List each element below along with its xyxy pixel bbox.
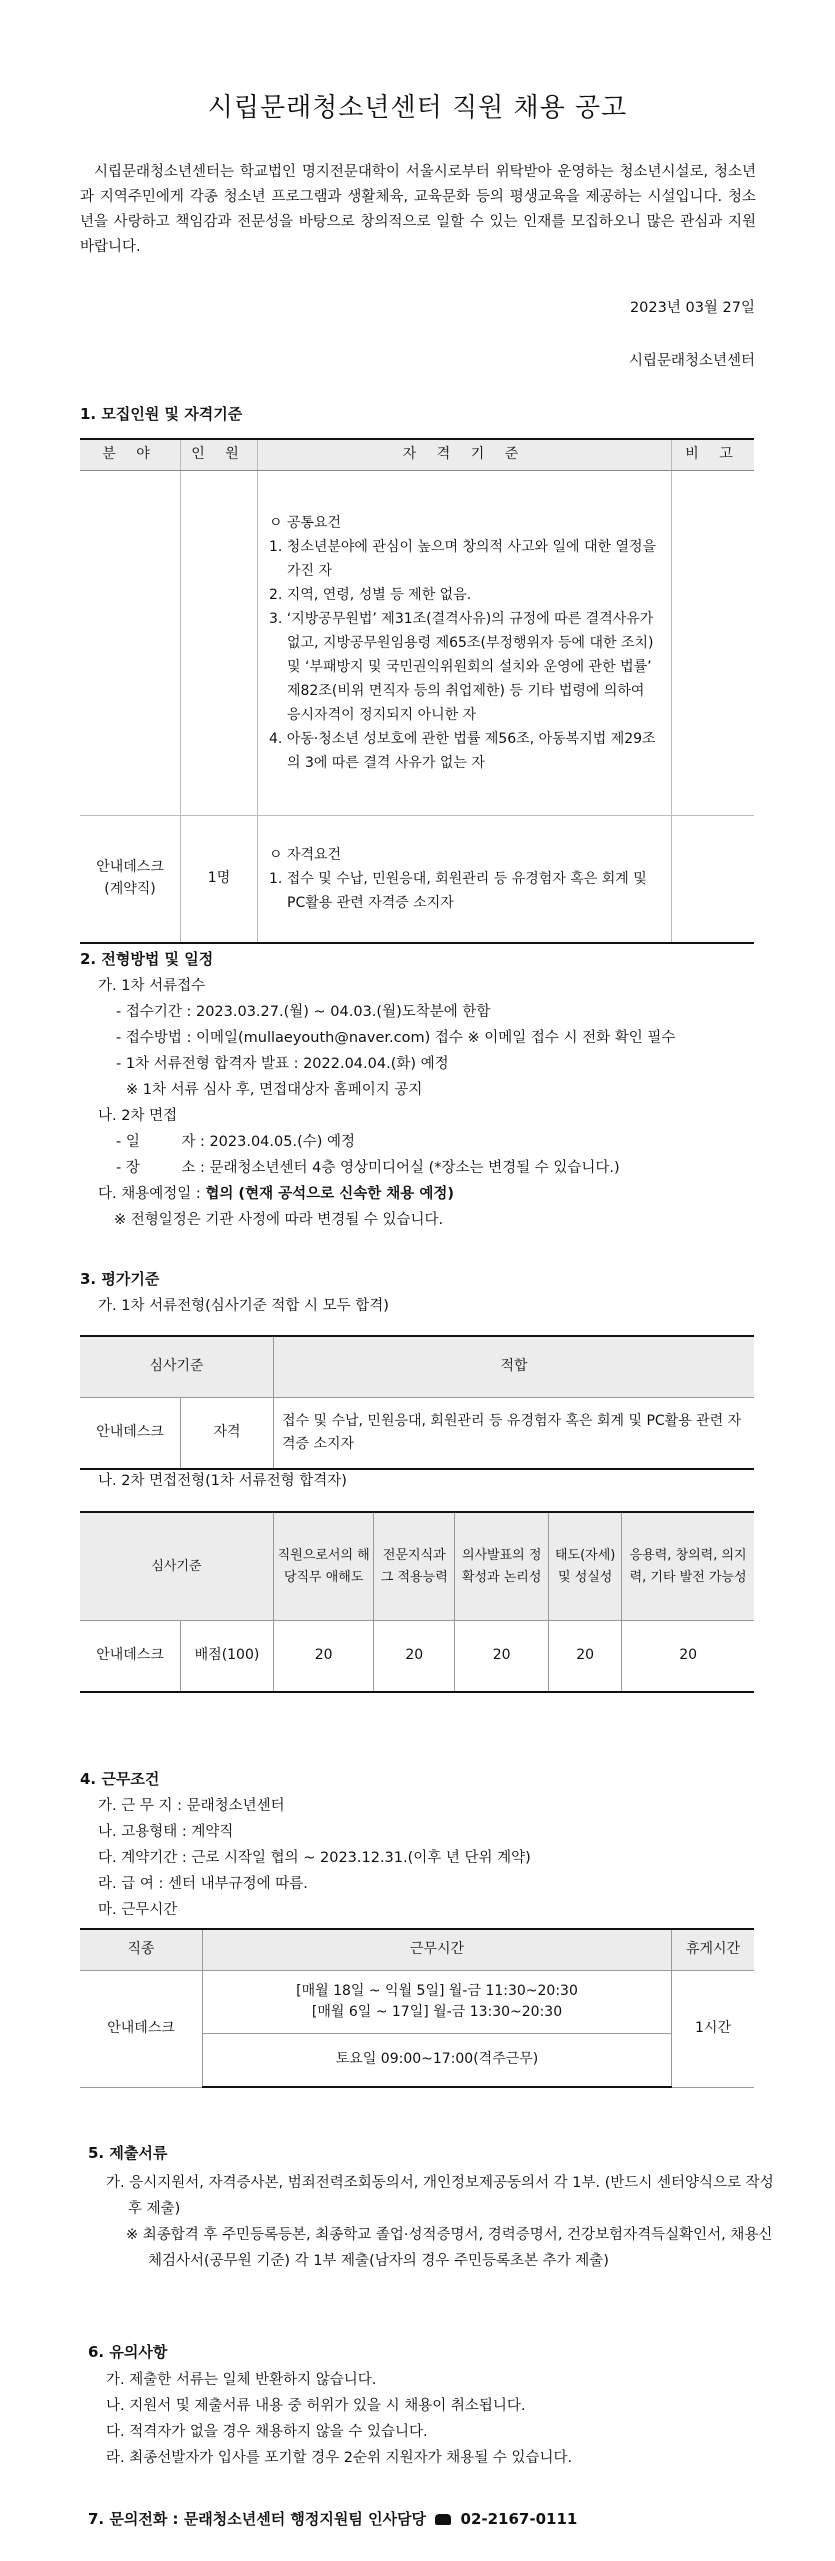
interview-table [80, 1511, 754, 1693]
table-header-row [80, 439, 754, 471]
list-item: 1. 접수 및 수납, 민원응대, 회원관리 등 유경험자 혹은 회계 및 PC활용 관련 자격증 소지자 [269, 871, 647, 911]
list-item: 나. 고용형태 : 계약직 [98, 1824, 234, 1840]
phone-number: 02-2167-0111 [460, 2510, 578, 2528]
list-item: 마. 근무시간 [98, 1902, 178, 1918]
list-item: - 장 소 : 문래청소년센터 4층 영상미디어실 (*장소는 변경될 수 있습니다.) [116, 1160, 620, 1176]
list-item: 가. 근 무 지 : 문래청소년센터 [98, 1798, 285, 1814]
list-item: 4. 아동·청소년 성보호에 관한 법률 제56조, 아동복지법 제29조의 3에 따른 결격 사유가 없는 자 [269, 731, 656, 771]
list-item: ㅇ 자격요건 [269, 847, 342, 863]
section-2-heading: 2. 전형방법 및 일정 [80, 950, 214, 968]
table-row [80, 816, 754, 944]
table-header: 전문지식과 그 적용능력 [374, 1512, 455, 1621]
table-header: 직종 [80, 1929, 203, 1971]
table-header: 심사기준 [80, 1512, 274, 1621]
list-item: ※ 1차 서류 심사 후, 면접대상자 홈페이지 공지 [126, 1082, 423, 1098]
list-item: 나. 2차 면접전형(1차 서류전형 합격자) [98, 1473, 347, 1489]
page-title: 시립문래청소년센터 직원 채용 공고 [207, 93, 628, 123]
list-item: 가. 제출한 서류는 일체 반환하지 않습니다. [106, 2372, 377, 2388]
list-item: 다. 채용예정일 : 협의 (현재 공석으로 신속한 채용 예정) [98, 1186, 454, 1202]
table-header: 의사발표의 정확성과 논리성 [455, 1512, 549, 1621]
section-1-heading: 1. 모집인원 및 자격기준 [80, 405, 243, 423]
list-item: 1. 청소년분야에 관심이 높으며 창의적 사고와 일에 대한 열정을 가진 자 [269, 539, 657, 579]
list-item: - 접수기간 : 2023.03.27.(월) ~ 04.03.(월)도착분에 한함 [116, 1004, 491, 1020]
table-header: 응용력, 창의력, 의지력, 기타 발전 가능성 [622, 1512, 754, 1621]
list-item: 가. 1차 서류전형(심사기준 적합 시 모두 합격) [98, 1298, 389, 1314]
document-screening-table [80, 1335, 754, 1470]
list-item: 가. 응시지원서, 자격증사본, 범죄전력조회동의서, 개인정보제공동의서 각 1부. (반드시 센터양식으로 작성 후 제출) [106, 2175, 774, 2217]
list-item: ㅇ 공통요건 [269, 515, 342, 531]
field-name: 안내데스크 [96, 859, 164, 876]
list-item: 3. ‘지방공무원법’ 제31조(결격사유)의 규정에 따른 결격사유가 없고, 지방공무원임용령 제65조(부정행위자 등에 대한 조치) 및 ‘부패방지 및 국민권익위원회의 설치와 운영에 관한 법률’ 제82조(비위 면직자 등의 취업제한) 등 기타 법령에 의하여 응시자격이 정지되지 아니한 자 [269, 611, 654, 723]
list-item: - 1차 서류전형 합격자 발표 : 2022.04.04.(화) 예정 [116, 1056, 449, 1072]
table-row: 안내데스크 배점(100) 20 20 20 20 20 [80, 1621, 754, 1693]
table-row [80, 471, 754, 816]
qualification-requirements [259, 833, 670, 925]
col-criteria: 자 격 기 준 [258, 439, 672, 471]
table-header: 휴게시간 [672, 1929, 755, 1971]
list-item: 나. 2차 면접 [98, 1108, 178, 1124]
table-row: 토요일 09:00~17:00(격주근무) [80, 2034, 754, 2088]
table-header: 태도(자세) 및 성실성 [549, 1512, 622, 1621]
list-item: 다. 적격자가 없을 경우 채용하지 않을 수 있습니다. [106, 2424, 428, 2440]
section-6-heading: 6. 유의사항 [88, 2343, 168, 2361]
recruitment-table [80, 438, 754, 944]
table-header: 심사기준 [80, 1336, 274, 1398]
hire-date-note: 협의 (현재 공석으로 신속한 채용 예정) [205, 1186, 454, 1202]
headcount: 1명 [181, 816, 258, 944]
work-hours-table [80, 1928, 754, 2088]
section-3-heading: 3. 평가기준 [80, 1270, 160, 1288]
list-item: 라. 급 여 : 센터 내부규정에 따름. [98, 1876, 308, 1892]
col-field: 분 야 [80, 439, 181, 471]
section-5-heading: 5. 제출서류 [88, 2144, 168, 2162]
list-item: 2. 지역, 연령, 성별 등 제한 없음. [269, 587, 472, 603]
col-count: 인 원 [181, 439, 258, 471]
phone-icon [435, 2514, 451, 2525]
table-header: 직원으로서의 해당직무 애해도 [274, 1512, 374, 1621]
list-item: 가. 1차 서류접수 [98, 978, 206, 994]
intro-paragraph: 시립문래청소년센터는 학교법인 명지전문대학이 서울시로부터 위탁받아 운영하는 청소년시설로, 청소년과 지역주민에게 각종 청소년 프로그램과 생활체육, 교육문화 등의 평생교육을 제공하는 시설입니다. 청소년을 사랑하고 책임감과 전문성을 바탕으로 창의적으로 일할 수 있는 인재를 모집하오니 많은 관심과 지원바랍니다. [80, 164, 756, 255]
table-header: 적합 [274, 1336, 755, 1398]
list-item: - 접수방법 : 이메일(mullaeyouth@naver.com) 접수 ※ 이메일 접수 시 전화 확인 필수 [116, 1030, 676, 1046]
list-item: 다. 계약기간 : 근로 시작일 협의 ~ 2023.12.31.(이후 년 단위 계약) [98, 1850, 531, 1866]
list-item: 나. 지원서 및 제출서류 내용 중 허위가 있을 시 채용이 취소됩니다. [106, 2398, 526, 2414]
contact-line: 7. 문의전화 : 문래청소년센터 행정지원팀 인사담당 02-2167-0111 [88, 2510, 578, 2528]
common-requirements [259, 501, 670, 785]
table-row: 안내데스크 자격 접수 및 수납, 민원응대, 회원관리 등 유경험자 혹은 회계 및 PC활용 관련 자격증 소지자 [80, 1398, 754, 1470]
col-note: 비 고 [672, 439, 755, 471]
section-4-heading: 4. 근무조건 [80, 1770, 160, 1788]
list-item: ※ 전형일정은 기관 사정에 따라 변경될 수 있습니다. [114, 1212, 444, 1228]
table-header: 근무시간 [203, 1929, 672, 1971]
list-item: - 일 자 : 2023.04.05.(수) 예정 [116, 1134, 356, 1150]
list-item: ※ 최종합격 후 주민등록등본, 최종학교 졸업·성적증명서, 경력증명서, 건강보험자격득실확인서, 채용신체검사서(공무원 기준) 각 1부 제출(남자의 경우 주민등록초본 추가 제출) [126, 2227, 773, 2269]
list-item: 라. 최종선발자가 입사를 포기할 경우 2순위 지원자가 채용될 수 있습니다. [106, 2450, 573, 2466]
organization-name: 시립문래청소년센터 [628, 353, 755, 369]
field-type: (계약직) [104, 881, 156, 897]
table-row: 안내데스크 [매월 18일 ~ 익월 5일] 월-금 11:30~20:30 [매월 6일 ~ 17일] 월-금 13:30~20:30 1시간 [80, 1971, 754, 2034]
posting-date: 2023년 03월 27일 [629, 300, 755, 316]
